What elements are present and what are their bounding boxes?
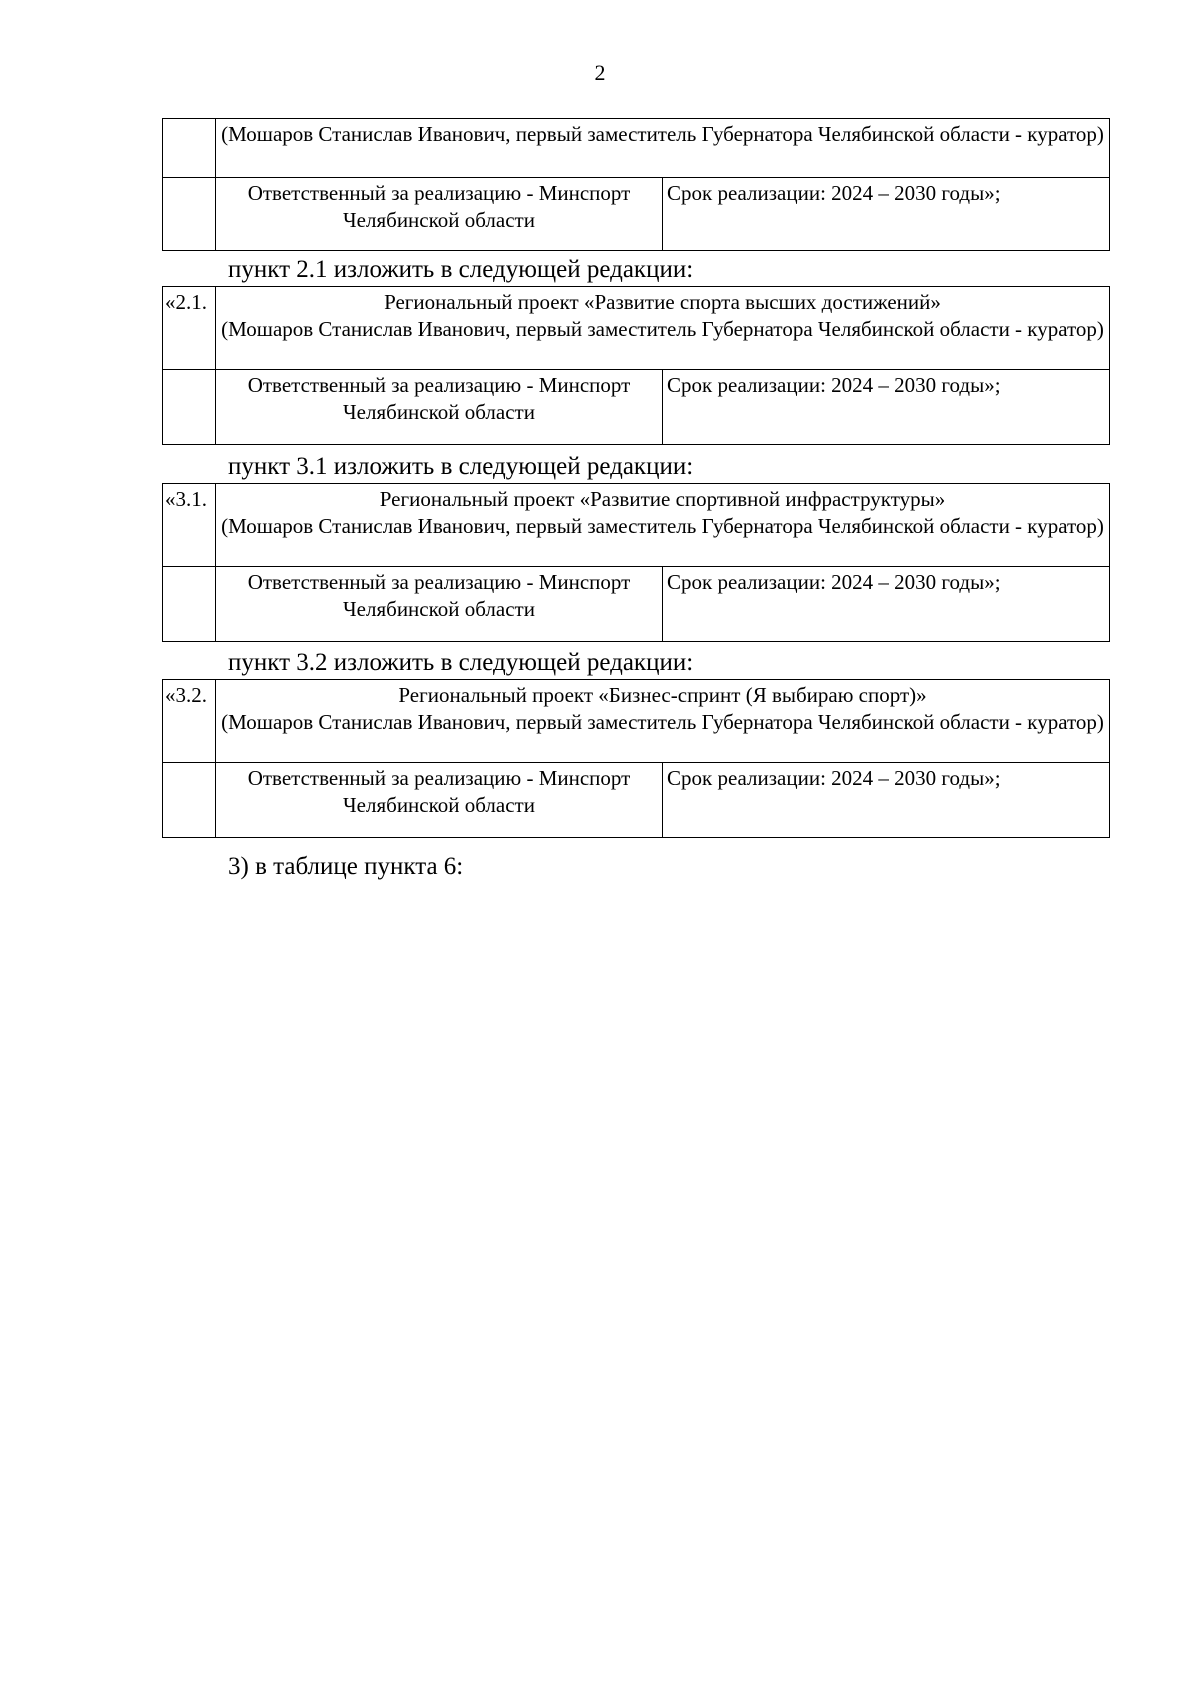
project-cell [216, 484, 1110, 567]
amendment-heading: пункт 3.1 изложить в следующей редакции: [228, 453, 694, 480]
curator-cell: (Мошаров Станислав Иванович, первый заместитель Губернатора Челябинской области - куратор) [216, 119, 1110, 178]
row-number-empty [163, 370, 216, 445]
term-cell: Срок реализации: 2024 – 2030 годы»; [663, 178, 1110, 251]
row-number: «3.2. [163, 680, 216, 763]
amendment-heading: пункт 2.1 изложить в следующей редакции: [228, 256, 694, 283]
row-number-empty [163, 178, 216, 251]
curator-text: (Мошаров Станислав Иванович, первый заместитель Губернатора Челябинской области - куратор) [221, 317, 1104, 341]
table-row [163, 370, 1110, 445]
responsible-cell: Ответственный за реализацию - Минспорт Челябинской области [216, 567, 663, 642]
curator-text: (Мошаров Станислав Иванович, первый заместитель Губернатора Челябинской области - куратор) [221, 710, 1104, 734]
responsible-cell: Ответственный за реализацию - Минспорт Челябинской области [216, 178, 663, 251]
project-cell [216, 287, 1110, 370]
project-table-2-1 [162, 286, 1110, 445]
row-number: «3.1. [163, 484, 216, 567]
term-cell: Срок реализации: 2024 – 2030 годы»; [663, 567, 1110, 642]
project-title: Региональный проект «Развитие спортивной инфраструктуры» [379, 487, 946, 511]
term-cell: Срок реализации: 2024 – 2030 годы»; [663, 370, 1110, 445]
responsible-cell: Ответственный за реализацию - Минспорт Челябинской области [216, 370, 663, 445]
project-cell [216, 680, 1110, 763]
table-row [163, 763, 1110, 838]
table-row [163, 119, 1110, 178]
row-number: «2.1. [163, 287, 216, 370]
responsible-cell: Ответственный за реализацию - Минспорт Челябинской области [216, 763, 663, 838]
project-title: Региональный проект «Бизнес-спринт (Я выбираю спорт)» [398, 683, 927, 707]
table-row [163, 287, 1110, 370]
table-row [163, 567, 1110, 642]
row-number [163, 119, 216, 178]
next-section-text: 3) в таблице пункта 6: [228, 853, 464, 880]
curator-text: (Мошаров Станислав Иванович, первый заместитель Губернатора Челябинской области - куратор) [221, 514, 1104, 538]
project-table-3-2 [162, 679, 1110, 838]
project-table-3-1 [162, 483, 1110, 642]
amendment-heading: пункт 3.2 изложить в следующей редакции: [228, 649, 694, 676]
table-row [163, 680, 1110, 763]
term-cell: Срок реализации: 2024 – 2030 годы»; [663, 763, 1110, 838]
row-number-empty [163, 763, 216, 838]
table-row [163, 484, 1110, 567]
row-number-empty [163, 567, 216, 642]
project-title: Региональный проект «Развитие спорта высших достижений» [384, 290, 941, 314]
page-number: 2 [594, 60, 606, 85]
table-row [163, 178, 1110, 251]
table-continuation [162, 118, 1110, 251]
